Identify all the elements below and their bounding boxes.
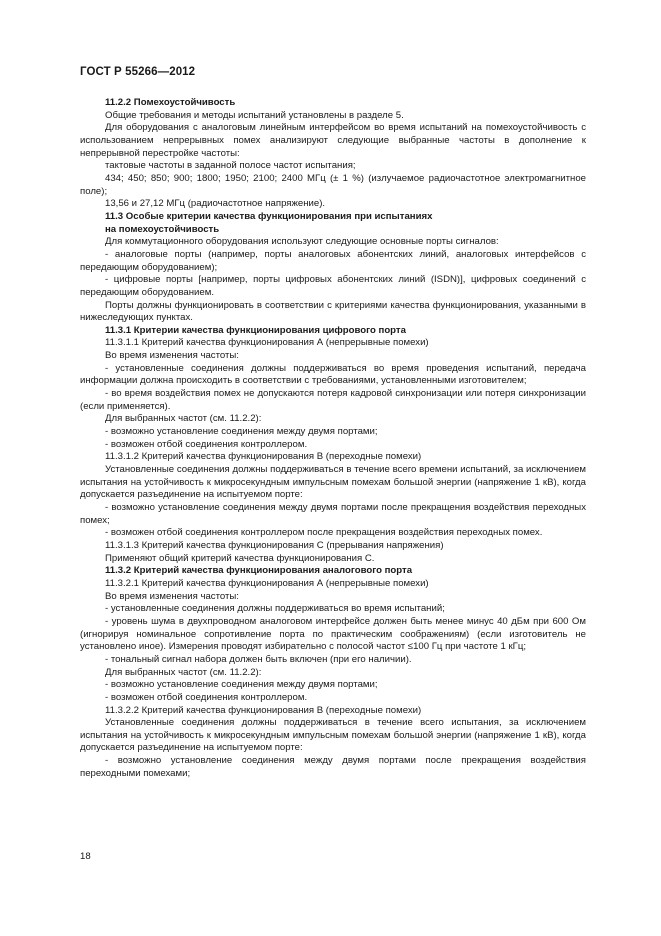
subsection-heading: 11.3.1.3 Критерий качества функционирования С (прерывания напряжения) (105, 539, 444, 551)
list-item: - возможен отбой соединения контроллером. (105, 691, 308, 703)
list-item: - возможен отбой соединения контроллером. (105, 438, 308, 450)
list-item: - возможно установление соединения между двумя портами; (105, 679, 378, 691)
subsection-heading: 11.3.1.1 Критерий качества функционирования А (непрерывные помехи) (105, 337, 429, 349)
section-heading: 11.3.2 Критерий качества функционирования аналогового порта (105, 565, 413, 577)
list-item: - аналоговые порты (например, порты аналоговых абонентских линий, аналоговых интерфейсов с передающим оборудованием); (80, 248, 586, 273)
paragraph: Для выбранных частот (см. 11.2.2): (105, 666, 262, 678)
list-item: - возможно установление соединения между двумя портами; (105, 426, 378, 438)
paragraph: 13,56 и 27,12 МГц (радиочастотное напряжение). (105, 198, 326, 210)
list-item: - тональный сигнал набора должен быть включен (при его наличии). (105, 653, 412, 665)
paragraph: Установленные соединения должны поддерживаться в течение всего испытания, за исключением испытания на устойчивость к микросекундным импульсным помехам большой энергии (напряжение 1 кВ), когда допускается разъединение на испытуемом порте: (80, 717, 586, 754)
section-heading-continued: на помехоустойчивость (105, 223, 220, 235)
document-header: ГОСТ Р 55266—2012 (80, 66, 196, 78)
list-item: - возможно установление соединения между двумя портами после прекращения воздействия переходных помех; (80, 502, 586, 526)
subsection-heading: 11.3.2.1 Критерий качества функционирования А (непрерывные помехи) (105, 577, 429, 589)
section-heading: 11.3.1 Критерии качества функционирования цифрового порта (105, 324, 406, 336)
paragraph: тактовые частоты в заданной полосе частот испытания; (105, 160, 356, 172)
list-item: - возможно установление соединения между двумя портами после прекращения воздействия переходными помехами; (80, 755, 586, 779)
paragraph: Во время изменения частоты: (105, 350, 239, 362)
section-heading: 11.2.2 Помехоустойчивость (105, 97, 236, 108)
paragraph: Применяют общий критерий качества функционирования С. (105, 552, 375, 564)
paragraph: 434; 450; 850; 900; 1800; 1950; 2100; 2400 МГц (± 1 %) (излучаемое радиочастотное электромагнитное поле); (80, 172, 586, 197)
paragraph: Для выбранных частот (см. 11.2.2): (105, 413, 262, 425)
subsection-heading: 11.3.1.2 Критерий качества функционирования В (переходные помехи) (105, 451, 422, 463)
paragraph: Для коммутационного оборудования используют следующие основные порты сигналов: (105, 236, 499, 248)
list-item: - во время воздействия помех не допускаются потеря кадровой синхронизации или потеря синхронизации (если применяется). (80, 388, 586, 412)
paragraph: Установленные соединения должны поддерживаться в течение всего времени испытаний, за исключением испытания на устойчивость к микросекундным импульсным помехам большой энергии (напряжение 1 кВ), когда допускается разъединение на испытуемом порте: (80, 464, 586, 501)
paragraph: Порты должны функционировать в соответствии с критериями качества функционирования, указанными в нижеследующих пунктах. (80, 299, 586, 324)
list-item: - установленные соединения должны поддерживаться во время проведения испытаний, передача информации должна происходить в соответствии с требованиями, установленными изготовителем; (80, 362, 586, 387)
document-body (80, 97, 586, 780)
list-item: - установленные соединения должны поддерживаться во время испытаний; (105, 603, 445, 615)
subsection-heading: 11.3.2.2 Критерий качества функционирования В (переходные помехи) (105, 704, 422, 716)
list-item: - уровень шума в двухпроводном аналоговом интерфейсе должен быть менее минус 40 дБм при 600 Ом (игнорируя номинальное сопротивление порта по практическим соображениям) (если изготовитель не установлено иное). Измерения проводят избирательно с полосой частот ≤100 Гц при частоте 1 кГц; (80, 615, 586, 653)
list-item: - цифровые порты [например, порты цифровых абонентских линий (ISDN)], цифровых соединений с передающим оборудованием. (80, 274, 586, 298)
paragraph: Для оборудования с аналоговым линейным интерфейсом во время испытаний на помехоустойчивость с использованием непрерывных помех анализируют следующие выбранные частоты в дополнение к непрерывной перестройке частоты: (80, 122, 586, 159)
paragraph: Во время изменения частоты: (105, 590, 239, 602)
section-heading: 11.3 Особые критерии качества функционирования при испытаниях (105, 210, 433, 222)
list-item: - возможен отбой соединения контроллером после прекращения воздействия переходных помех. (105, 527, 543, 539)
paragraph: Общие требования и методы испытаний установлены в разделе 5. (105, 109, 404, 121)
page-number: 18 (80, 851, 91, 862)
